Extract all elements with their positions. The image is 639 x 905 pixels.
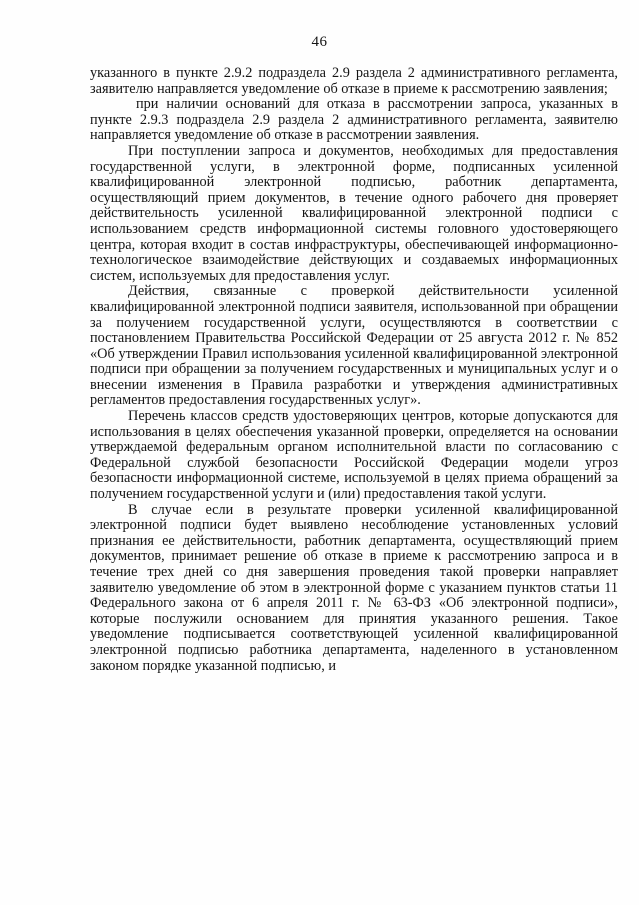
paragraph-certification-centers-list: Перечень классов средств удостоверяющих центров, которые допускаются для использования в целях обеспечения указанной проверки, определяется на основании утверждаемой федеральным органом исполнительной власти по согласованию с Федеральной службой безопасности Российской Федерации модели угроз безопасности информационной системе, используемой в целях приема обращений за получением государственной услуги и (или) предоставления такой услуги.	[90, 408, 618, 503]
paragraph-continuation: указанного в пункте 2.9.2 подраздела 2.9 раздела 2 административного регламента, заявителю направляется уведомление об отказе в приеме к рассмотрению заявления;	[90, 65, 618, 97]
page-number: 46	[311, 34, 328, 50]
document-body	[90, 66, 618, 674]
paragraph-electronic-request: При поступлении запроса и документов, необходимых для предоставления государственной услуги, в электронной форме, подписанных усиленной квалифицированной электронной подписью, работник департамента, осуществляющий прием документов, в течение одного рабочего дня проверяет действительность усиленной квалифицированной электронной подписи с использованием средств информационной системы головного удостоверяющего центра, которая входит в состав инфраструктуры, обеспечивающей информационно-технологическое взаимодействие действующих и создаваемых информационных систем, используемых для предоставления услуг.	[90, 142, 618, 284]
paragraph-signature-check-actions: Действия, связанные с проверкой действительности усиленной квалифицированной электронной подписи заявителя, использованной при обращении за получением государственной услуги, осуществляются в соответствии с постановлением Правительства Российской Федерации от 25 августа 2012 г. № 852 «Об утверждении Правил использования усиленной квалифицированной электронной подписи при обращении за получением государственных и муниципальных услуг и о внесении изменения в Правила разработки и утверждения административных регламентов предоставления государственных услуг».	[90, 283, 618, 409]
paragraph-refusal-grounds: при наличии оснований для отказа в рассмотрении запроса, указанных в пункте 2.9.3 подраздела 2.9 раздела 2 административного регламента, заявителю направляется уведомление об отказе в рассмотрении заявления.	[90, 96, 618, 144]
paragraph-signature-invalid-case: В случае если в результате проверки усиленной квалифицированной электронной подписи будет выявлено несоблюдение установленных условий признания ее действительности, работник департамента, осуществляющий прием документов, принимает решение об отказе в приеме к рассмотрению запроса и в течение трех дней со дня завершения проведения такой проверки направляет заявителю уведомление об этом в электронной форме с указанием пунктов статьи 11 Федерального закона от 6 апреля 2011 г. № 63-ФЗ «Об электронной подписи», которые послужили основанием для принятия указанного решения. Такое уведомление подписывается соответствующей усиленной квалифицированной электронной подписью работника департамента, наделенного в установленном законом порядке указанной подписью, и	[90, 501, 618, 674]
